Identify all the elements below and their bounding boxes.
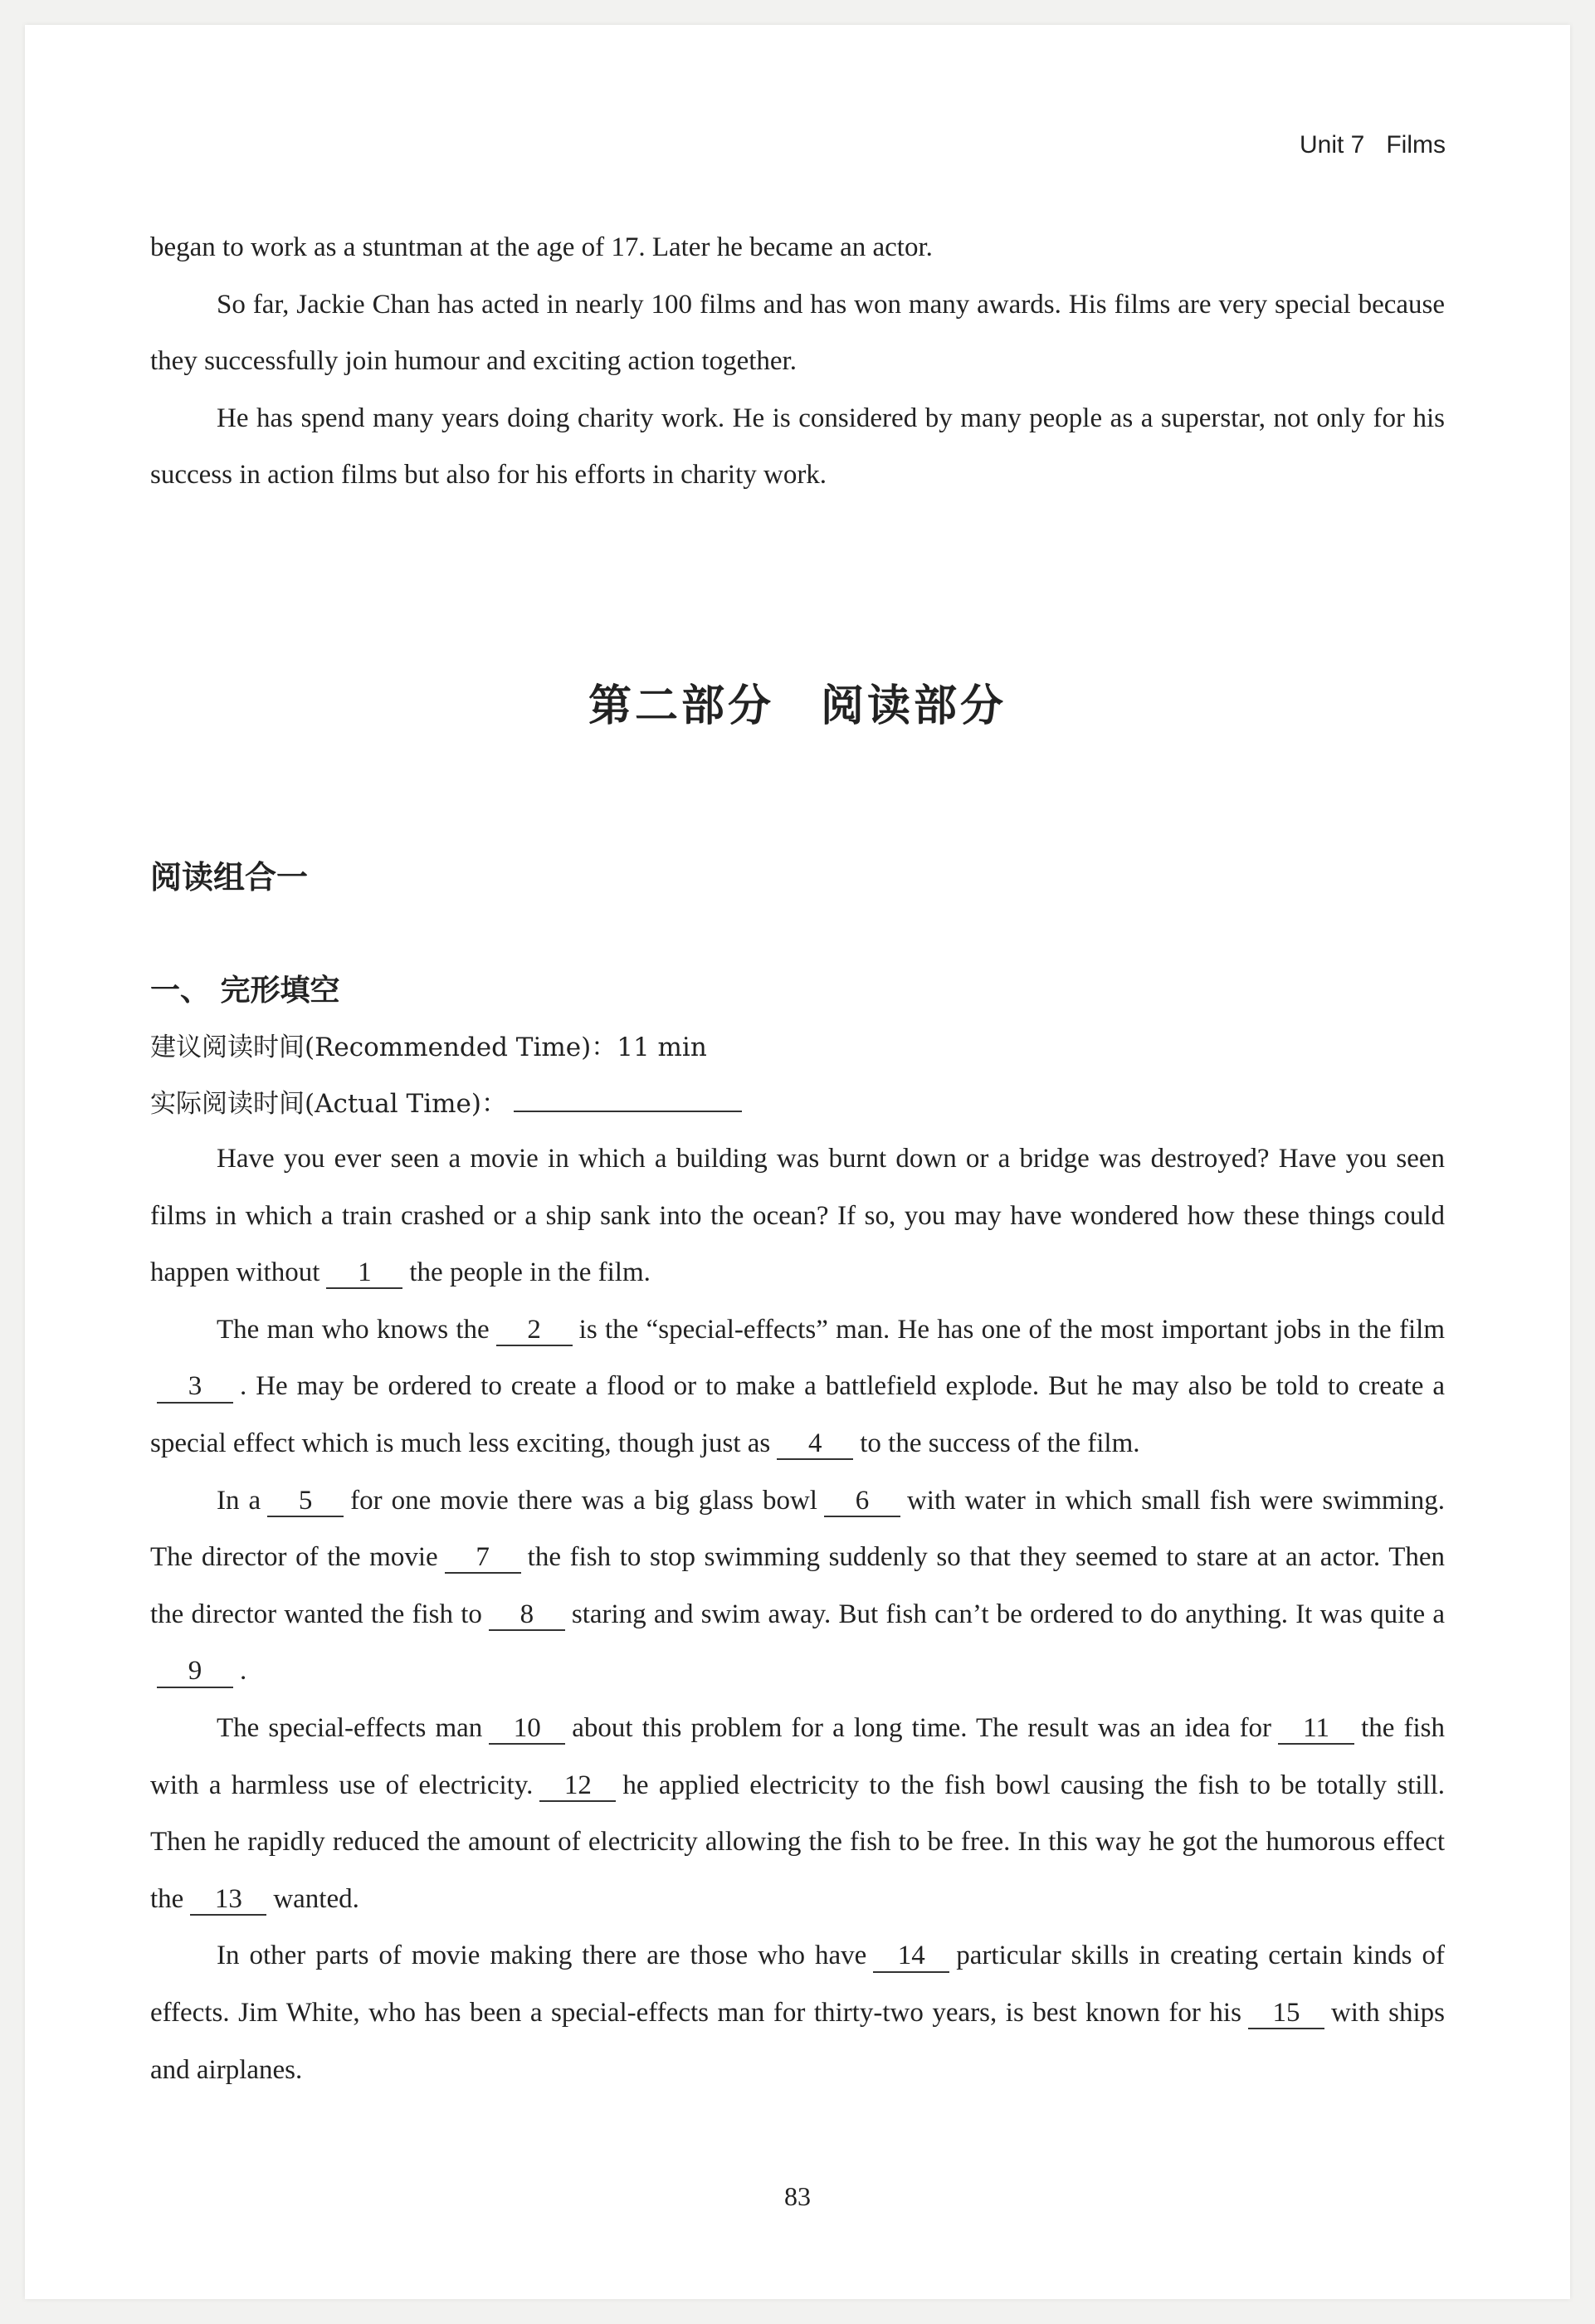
blank-14[interactable]: 14 [873,1941,949,1972]
cloze-passage [150,1130,1445,2098]
passage-paragraph-5 [150,1927,1445,2098]
header-topic: Films [1386,131,1446,159]
passage-text: about this problem for a long time. The result was an idea for [572,1712,1272,1743]
blank-12[interactable]: 12 [539,1770,616,1802]
blank-9[interactable]: 9 [157,1656,233,1687]
passage-text: The man who knows the [217,1314,490,1345]
passage-text: staring and swim away. But fish can’t be ordered to do anything. It was quite a [571,1599,1445,1629]
blank-15[interactable]: 15 [1248,1998,1324,2029]
blank-4[interactable]: 4 [777,1428,853,1460]
passage-text: with ships and airplanes. [150,1997,1445,2085]
blank-10[interactable]: 10 [489,1713,565,1745]
actual-time-label: 实际阅读时间(Actual Time)： [150,1089,507,1119]
passage-text: The special-effects man [217,1712,483,1743]
passage-text: . He may be ordered to create a flood or to make a battlefield explode. But he may also be told to create a special effect which is much less exciting, though just as [150,1371,1445,1458]
passage-text: is the “special-effects” man. He has one of the most important jobs in the film [578,1314,1445,1345]
passage-text: particular skills in creating certain kinds of effects. Jim White, who has been a special-effects man for thirty-two years, is best known for his [150,1941,1445,2028]
blank-11[interactable]: 11 [1278,1713,1354,1745]
passage-paragraph-4 [150,1700,1445,1927]
passage-text: the people in the film. [409,1257,651,1288]
group-title: 阅读组合一 [150,859,309,896]
passage-text: In other parts of movie making there are those who have [217,1941,867,1971]
blank-8[interactable]: 8 [489,1599,565,1631]
passage-paragraph-3 [150,1472,1445,1700]
blank-2[interactable]: 2 [496,1315,573,1346]
passage-text: with water in which small fish were swimming. The director of the movie [150,1485,1446,1573]
blank-6[interactable]: 6 [824,1486,900,1517]
intro-text [150,219,1445,504]
passage-paragraph-2 [150,1301,1445,1472]
passage-text: In a [217,1485,261,1516]
section-title: 一、 完形填空 [150,974,340,1008]
intro-paragraph-1: began to work as a stuntman at the age of 17. Later he became an actor. [150,232,933,262]
passage-paragraph-1 [150,1130,1445,1301]
passage-text: the fish to stop swimming suddenly so that they seemed to stare at an actor. Then the director wanted the fish to [150,1542,1446,1629]
blank-13[interactable]: 13 [190,1884,266,1916]
intro-paragraph-3: He has spend many years doing charity work. He is considered by many people as a superstar, not only for his success in action films but also for his efforts in charity work. [150,403,1445,491]
running-header [1300,131,1446,159]
passage-text: . [240,1656,247,1687]
actual-time [150,1082,742,1120]
actual-time-answer-line[interactable] [514,1086,742,1112]
passage-text: Have you ever seen a movie in which a building was burnt down or a bridge was destroyed? Have you seen films in which a train crashed or a ship sank into the ocean? If so, you may have wondered how these things could happen without [150,1144,1445,1288]
part-title: 第二部分 阅读部分 [588,681,1007,731]
recommended-time-label: 建议阅读时间(Recommended Time)：11 min [150,1033,707,1062]
passage-text: he applied electricity to the fish bowl causing the fish to be totally still. Then he rapidly reduced the amount of electricity allowing the fish to be free. In this way he got the humorous effect the [150,1770,1445,1914]
passage-text: the fish with a harmless use of electricity. [150,1712,1445,1800]
header-unit: Unit 7 [1299,131,1365,159]
passage-text: to the success of the film. [860,1428,1140,1458]
blank-5[interactable]: 5 [267,1486,344,1517]
intro-paragraph-2: So far, Jackie Chan has acted in nearly 100 films and has won many awards. His films are very special because they successfully join humour and exciting action together. [150,289,1445,377]
blank-7[interactable]: 7 [445,1542,521,1574]
recommended-time [150,1026,707,1063]
blank-3[interactable]: 3 [157,1371,233,1403]
blank-1[interactable]: 1 [326,1257,402,1289]
passage-text: for one movie there was a big glass bowl [350,1485,817,1516]
page-number: 83 [784,2181,811,2211]
passage-text: wanted. [273,1883,359,1914]
